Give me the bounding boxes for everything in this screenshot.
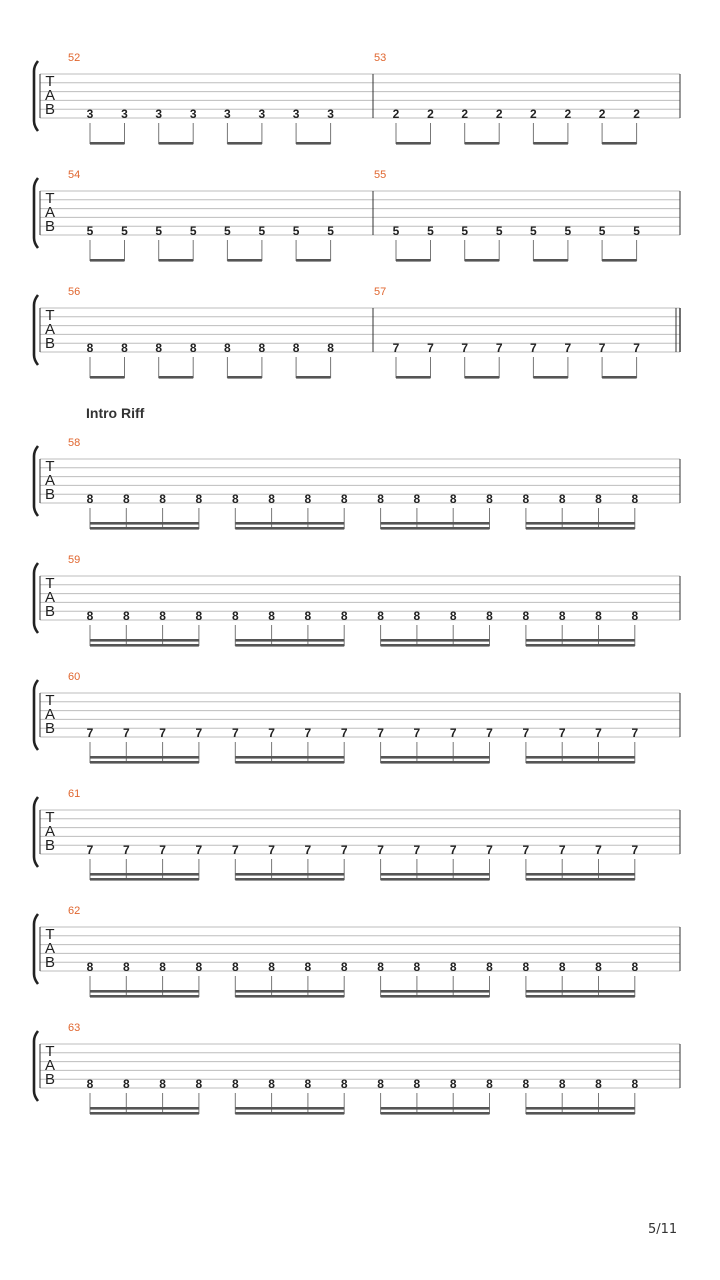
measure-number: 63 bbox=[68, 1022, 81, 1034]
fret-number: 7 bbox=[195, 843, 203, 857]
note-beam bbox=[296, 259, 331, 262]
fret-number: 7 bbox=[413, 726, 421, 740]
tab-clef-letter: A bbox=[44, 589, 56, 606]
fret-number: 7 bbox=[595, 843, 602, 857]
note-beam bbox=[381, 878, 490, 881]
fret-number: 7 bbox=[522, 843, 530, 857]
fret-number: 5 bbox=[189, 224, 197, 238]
note-beam bbox=[381, 995, 490, 998]
fret-number: 8 bbox=[413, 1077, 421, 1091]
fret-number: 5 bbox=[530, 224, 537, 238]
fret-number: 8 bbox=[595, 609, 602, 623]
note-beam bbox=[90, 376, 125, 379]
note-beam bbox=[235, 878, 344, 881]
fret-number: 8 bbox=[595, 960, 602, 974]
fret-number: 8 bbox=[631, 960, 639, 974]
tab-clef-letter: B bbox=[44, 335, 56, 352]
tab-clef-letter: A bbox=[44, 204, 56, 221]
fret-number: 8 bbox=[292, 341, 300, 355]
fret-number: 7 bbox=[633, 341, 640, 355]
fret-number: 7 bbox=[340, 726, 348, 740]
tab-clef-letter: T bbox=[45, 809, 55, 826]
measure-number: 57 bbox=[374, 286, 387, 298]
note-beam bbox=[602, 142, 637, 145]
tab-clef-letter: T bbox=[45, 575, 55, 592]
note-beam bbox=[465, 142, 500, 145]
fret-number: 3 bbox=[86, 107, 94, 121]
system-bracket bbox=[34, 914, 38, 984]
fret-number: 8 bbox=[377, 609, 384, 623]
tab-clef-letter: A bbox=[44, 940, 56, 957]
note-beam bbox=[465, 259, 500, 262]
fret-number: 5 bbox=[224, 224, 231, 238]
system-bracket bbox=[34, 797, 38, 867]
note-beam bbox=[533, 259, 568, 262]
fret-number: 2 bbox=[633, 107, 640, 121]
fret-number: 7 bbox=[268, 726, 275, 740]
note-beam bbox=[90, 527, 199, 530]
tab-clef-letter: T bbox=[45, 692, 55, 709]
note-beam bbox=[159, 142, 194, 145]
fret-number: 3 bbox=[327, 107, 334, 121]
fret-number: 8 bbox=[631, 609, 639, 623]
fret-number: 8 bbox=[231, 960, 239, 974]
fret-number: 8 bbox=[449, 609, 457, 623]
fret-number: 8 bbox=[631, 492, 639, 506]
fret-number: 8 bbox=[195, 609, 203, 623]
tab-system-svg bbox=[0, 793, 720, 923]
tab-system-svg bbox=[0, 676, 720, 806]
note-beam bbox=[227, 376, 262, 379]
note-beam bbox=[159, 259, 194, 262]
tab-clef-letter: B bbox=[44, 837, 56, 854]
note-beam-secondary bbox=[90, 756, 199, 759]
fret-number: 7 bbox=[558, 726, 566, 740]
fret-number: 7 bbox=[231, 726, 239, 740]
fret-number: 8 bbox=[558, 1077, 566, 1091]
measure-number: 59 bbox=[68, 554, 81, 566]
tab-system-svg bbox=[0, 1027, 720, 1157]
note-beam bbox=[396, 376, 431, 379]
fret-number: 5 bbox=[633, 224, 640, 238]
fret-number: 8 bbox=[377, 1077, 384, 1091]
tab-system bbox=[0, 286, 720, 421]
tab-clef-letter: A bbox=[44, 472, 56, 489]
note-beam bbox=[235, 995, 344, 998]
fret-number: 8 bbox=[121, 341, 128, 355]
tab-clef-letter: B bbox=[44, 603, 56, 620]
fret-number: 7 bbox=[449, 843, 457, 857]
fret-number: 2 bbox=[495, 107, 503, 121]
fret-number: 8 bbox=[449, 492, 457, 506]
fret-number: 7 bbox=[413, 843, 421, 857]
note-beam-secondary bbox=[526, 639, 635, 642]
fret-number: 2 bbox=[564, 107, 572, 121]
note-beam bbox=[526, 1112, 635, 1115]
fret-number: 5 bbox=[258, 224, 266, 238]
note-beam bbox=[381, 1112, 490, 1115]
note-beam-secondary bbox=[526, 522, 635, 525]
note-beam bbox=[602, 259, 637, 262]
tab-clef-letter: B bbox=[44, 486, 56, 503]
note-beam bbox=[235, 761, 344, 764]
note-beam bbox=[465, 376, 500, 379]
fret-number: 8 bbox=[195, 960, 203, 974]
measure-number: 61 bbox=[68, 788, 81, 800]
note-beam-secondary bbox=[381, 639, 490, 642]
fret-number: 7 bbox=[122, 726, 130, 740]
fret-number: 8 bbox=[449, 960, 457, 974]
fret-number: 8 bbox=[231, 492, 239, 506]
fret-number: 7 bbox=[86, 843, 94, 857]
fret-number: 7 bbox=[522, 726, 530, 740]
note-beam bbox=[296, 142, 331, 145]
tab-system bbox=[0, 671, 720, 806]
fret-number: 8 bbox=[595, 492, 602, 506]
note-beam-secondary bbox=[235, 522, 344, 525]
note-beam-secondary bbox=[235, 756, 344, 759]
note-beam bbox=[227, 142, 262, 145]
fret-number: 8 bbox=[486, 960, 493, 974]
fret-number: 8 bbox=[268, 609, 275, 623]
note-beam-secondary bbox=[90, 873, 199, 876]
note-beam-secondary bbox=[526, 873, 635, 876]
fret-number: 8 bbox=[122, 609, 130, 623]
fret-number: 8 bbox=[159, 609, 166, 623]
note-beam-secondary bbox=[381, 990, 490, 993]
note-beam bbox=[90, 644, 199, 647]
tab-system-svg bbox=[0, 910, 720, 1040]
fret-number: 8 bbox=[122, 1077, 130, 1091]
fret-number: 5 bbox=[86, 224, 94, 238]
fret-number: 8 bbox=[304, 1077, 312, 1091]
page-number: 5/11 bbox=[648, 1222, 678, 1237]
note-beam bbox=[235, 1112, 344, 1115]
fret-number: 8 bbox=[258, 341, 266, 355]
system-bracket bbox=[34, 178, 38, 248]
fret-number: 7 bbox=[558, 843, 566, 857]
fret-number: 5 bbox=[598, 224, 606, 238]
fret-number: 7 bbox=[486, 843, 493, 857]
fret-number: 8 bbox=[159, 1077, 166, 1091]
tab-system-svg bbox=[0, 291, 720, 421]
fret-number: 8 bbox=[486, 492, 493, 506]
fret-number: 2 bbox=[461, 107, 469, 121]
tab-clef-letter: T bbox=[45, 1043, 55, 1060]
note-beam bbox=[90, 878, 199, 881]
note-beam bbox=[90, 1112, 199, 1115]
note-beam bbox=[533, 142, 568, 145]
tab-clef-letter: T bbox=[45, 926, 55, 943]
fret-number: 5 bbox=[495, 224, 503, 238]
fret-number: 8 bbox=[631, 1077, 639, 1091]
fret-number: 7 bbox=[392, 341, 400, 355]
fret-number: 7 bbox=[461, 341, 469, 355]
fret-number: 8 bbox=[268, 960, 275, 974]
fret-number: 8 bbox=[486, 609, 493, 623]
fret-number: 7 bbox=[122, 843, 130, 857]
note-beam-secondary bbox=[381, 873, 490, 876]
fret-number: 5 bbox=[155, 224, 163, 238]
note-beam bbox=[602, 376, 637, 379]
fret-number: 5 bbox=[392, 224, 400, 238]
tab-system bbox=[0, 1022, 720, 1157]
fret-number: 8 bbox=[195, 492, 203, 506]
fret-number: 8 bbox=[122, 960, 130, 974]
tab-system bbox=[0, 169, 720, 304]
fret-number: 2 bbox=[427, 107, 434, 121]
fret-number: 8 bbox=[377, 960, 384, 974]
note-beam-secondary bbox=[90, 522, 199, 525]
note-beam bbox=[296, 376, 331, 379]
note-beam bbox=[381, 527, 490, 530]
note-beam-secondary bbox=[235, 639, 344, 642]
fret-number: 7 bbox=[427, 341, 434, 355]
fret-number: 2 bbox=[598, 107, 606, 121]
fret-number: 7 bbox=[86, 726, 94, 740]
tab-system-svg bbox=[0, 57, 720, 187]
fret-number: 8 bbox=[340, 960, 348, 974]
fret-number: 8 bbox=[268, 1077, 275, 1091]
measure-number: 55 bbox=[374, 169, 387, 181]
tab-clef-letter: B bbox=[44, 101, 56, 118]
fret-number: 8 bbox=[159, 960, 166, 974]
note-beam-secondary bbox=[526, 1107, 635, 1110]
fret-number: 8 bbox=[122, 492, 130, 506]
fret-number: 7 bbox=[231, 843, 239, 857]
fret-number: 5 bbox=[327, 224, 334, 238]
tab-clef-letter: T bbox=[45, 458, 55, 475]
fret-number: 3 bbox=[121, 107, 128, 121]
tab-clef-letter: B bbox=[44, 1071, 56, 1088]
note-beam-secondary bbox=[235, 873, 344, 876]
fret-number: 5 bbox=[461, 224, 469, 238]
tab-clef-letter: A bbox=[44, 706, 56, 723]
measure-number: 56 bbox=[68, 286, 81, 298]
note-beam bbox=[526, 644, 635, 647]
note-beam-secondary bbox=[526, 756, 635, 759]
fret-number: 8 bbox=[558, 609, 566, 623]
fret-number: 7 bbox=[159, 726, 166, 740]
measure-number: 58 bbox=[68, 437, 81, 449]
fret-number: 8 bbox=[86, 492, 94, 506]
fret-number: 8 bbox=[86, 609, 94, 623]
system-bracket bbox=[34, 61, 38, 131]
note-beam-secondary bbox=[235, 1107, 344, 1110]
fret-number: 3 bbox=[258, 107, 266, 121]
fret-number: 8 bbox=[413, 492, 421, 506]
fret-number: 3 bbox=[292, 107, 300, 121]
note-beam-secondary bbox=[381, 1107, 490, 1110]
fret-number: 7 bbox=[377, 843, 384, 857]
note-beam bbox=[533, 376, 568, 379]
note-beam bbox=[381, 644, 490, 647]
note-beam bbox=[90, 761, 199, 764]
fret-number: 8 bbox=[86, 1077, 94, 1091]
fret-number: 5 bbox=[121, 224, 128, 238]
fret-number: 8 bbox=[231, 609, 239, 623]
tab-system bbox=[0, 52, 720, 187]
tab-clef-letter: B bbox=[44, 954, 56, 971]
fret-number: 3 bbox=[189, 107, 197, 121]
fret-number: 3 bbox=[224, 107, 231, 121]
fret-number: 8 bbox=[377, 492, 384, 506]
fret-number: 8 bbox=[522, 960, 530, 974]
fret-number: 8 bbox=[155, 341, 163, 355]
note-beam-secondary bbox=[90, 990, 199, 993]
fret-number: 8 bbox=[522, 609, 530, 623]
fret-number: 7 bbox=[159, 843, 166, 857]
fret-number: 3 bbox=[155, 107, 163, 121]
fret-number: 7 bbox=[340, 843, 348, 857]
tab-clef-letter: T bbox=[45, 190, 55, 207]
fret-number: 2 bbox=[392, 107, 400, 121]
fret-number: 8 bbox=[304, 492, 312, 506]
tab-clef-letter: B bbox=[44, 720, 56, 737]
note-beam-secondary bbox=[90, 639, 199, 642]
fret-number: 8 bbox=[413, 609, 421, 623]
fret-number: 8 bbox=[595, 1077, 602, 1091]
fret-number: 8 bbox=[413, 960, 421, 974]
fret-number: 8 bbox=[327, 341, 334, 355]
fret-number: 8 bbox=[486, 1077, 493, 1091]
system-bracket bbox=[34, 295, 38, 365]
note-beam bbox=[526, 995, 635, 998]
fret-number: 7 bbox=[377, 726, 384, 740]
fret-number: 8 bbox=[522, 492, 530, 506]
fret-number: 8 bbox=[159, 492, 166, 506]
measure-number: 53 bbox=[374, 52, 387, 64]
note-beam-secondary bbox=[235, 990, 344, 993]
fret-number: 5 bbox=[427, 224, 434, 238]
note-beam bbox=[526, 761, 635, 764]
fret-number: 8 bbox=[558, 492, 566, 506]
system-bracket bbox=[34, 680, 38, 750]
fret-number: 7 bbox=[304, 726, 312, 740]
note-beam bbox=[396, 259, 431, 262]
fret-number: 8 bbox=[304, 960, 312, 974]
fret-number: 7 bbox=[268, 843, 275, 857]
fret-number: 8 bbox=[189, 341, 197, 355]
note-beam bbox=[90, 259, 125, 262]
fret-number: 8 bbox=[340, 492, 348, 506]
fret-number: 7 bbox=[495, 341, 503, 355]
fret-number: 8 bbox=[195, 1077, 203, 1091]
tab-clef-letter: A bbox=[44, 1057, 56, 1074]
measure-number: 60 bbox=[68, 671, 81, 683]
note-beam bbox=[526, 878, 635, 881]
tab-system bbox=[0, 905, 720, 1040]
fret-number: 2 bbox=[530, 107, 537, 121]
tab-system bbox=[0, 554, 720, 689]
note-beam bbox=[90, 995, 199, 998]
fret-number: 8 bbox=[304, 609, 312, 623]
fret-number: 7 bbox=[486, 726, 493, 740]
note-beam bbox=[159, 376, 194, 379]
note-beam bbox=[227, 259, 262, 262]
fret-number: 7 bbox=[564, 341, 572, 355]
fret-number: 7 bbox=[631, 843, 639, 857]
fret-number: 8 bbox=[340, 1077, 348, 1091]
fret-number: 5 bbox=[292, 224, 300, 238]
section-label: Intro Riff bbox=[86, 405, 145, 421]
tab-system bbox=[0, 437, 720, 572]
fret-number: 7 bbox=[195, 726, 203, 740]
tab-system-svg bbox=[0, 174, 720, 304]
fret-number: 7 bbox=[598, 341, 606, 355]
note-beam-secondary bbox=[381, 522, 490, 525]
system-bracket bbox=[34, 563, 38, 633]
fret-number: 7 bbox=[595, 726, 602, 740]
note-beam bbox=[396, 142, 431, 145]
measure-number: 52 bbox=[68, 52, 81, 64]
note-beam bbox=[381, 761, 490, 764]
fret-number: 7 bbox=[530, 341, 537, 355]
tab-clef-letter: T bbox=[45, 73, 55, 90]
note-beam bbox=[235, 527, 344, 530]
fret-number: 8 bbox=[449, 1077, 457, 1091]
fret-number: 8 bbox=[86, 960, 94, 974]
fret-number: 8 bbox=[268, 492, 275, 506]
measure-number: 62 bbox=[68, 905, 81, 917]
note-beam bbox=[90, 142, 125, 145]
fret-number: 8 bbox=[558, 960, 566, 974]
system-bracket bbox=[34, 446, 38, 516]
note-beam bbox=[526, 527, 635, 530]
system-bracket bbox=[34, 1031, 38, 1101]
fret-number: 8 bbox=[340, 609, 348, 623]
tab-clef-letter: B bbox=[44, 218, 56, 235]
fret-number: 7 bbox=[449, 726, 457, 740]
tab-clef-letter: T bbox=[45, 307, 55, 324]
fret-number: 7 bbox=[304, 843, 312, 857]
fret-number: 8 bbox=[522, 1077, 530, 1091]
tab-system bbox=[0, 788, 720, 923]
fret-number: 8 bbox=[224, 341, 231, 355]
tab-system-svg bbox=[0, 559, 720, 689]
fret-number: 8 bbox=[231, 1077, 239, 1091]
fret-number: 5 bbox=[564, 224, 572, 238]
fret-number: 8 bbox=[86, 341, 94, 355]
note-beam bbox=[235, 644, 344, 647]
measure-number: 54 bbox=[68, 169, 81, 181]
tab-clef-letter: A bbox=[44, 823, 56, 840]
note-beam-secondary bbox=[526, 990, 635, 993]
note-beam-secondary bbox=[381, 756, 490, 759]
tab-clef-letter: A bbox=[44, 87, 56, 104]
tab-clef-letter: A bbox=[44, 321, 56, 338]
note-beam-secondary bbox=[90, 1107, 199, 1110]
tab-system-svg bbox=[0, 442, 720, 572]
fret-number: 7 bbox=[631, 726, 639, 740]
